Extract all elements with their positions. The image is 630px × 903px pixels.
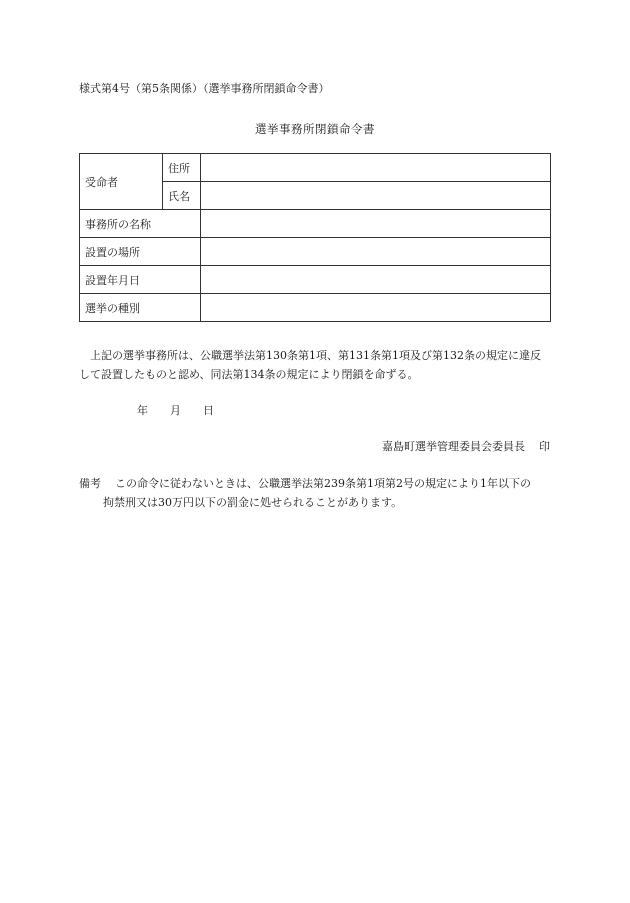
location-value <box>201 238 551 266</box>
table-row <box>80 154 551 182</box>
established-date-value <box>201 266 551 294</box>
signer-name: 嘉島町選挙管理委員会委員長 <box>382 440 525 453</box>
remarks-label: 備考 <box>79 477 101 490</box>
election-type-value <box>201 294 551 322</box>
location-label: 設置の場所 <box>80 238 201 266</box>
table-row <box>80 238 551 266</box>
address-value <box>201 154 551 182</box>
election-type-label: 選挙の種別 <box>80 294 201 322</box>
date-day: 日 <box>203 404 214 417</box>
order-form-table <box>79 153 551 322</box>
table-row <box>80 210 551 238</box>
document-title: 選挙事務所閉鎖命令書 <box>255 122 375 136</box>
order-body-line-1: 上記の選挙事務所は、公職選挙法第130条第1項、第131条第1項及び第132条の規定に違反 <box>90 349 541 362</box>
office-name-value <box>201 210 551 238</box>
date-year: 年 <box>137 404 148 417</box>
order-body <box>79 346 557 384</box>
signer-line <box>382 438 550 454</box>
name-value <box>201 182 551 210</box>
date-line <box>137 402 214 418</box>
table-row <box>80 294 551 322</box>
address-label: 住所 <box>163 154 201 182</box>
order-body-line-2: して設置したものと認め、同法第134条の規定により閉鎖を命ずる。 <box>79 368 419 381</box>
form-reference: 様式第4号（第5条関係）（選挙事務所閉鎖命令書） <box>79 82 330 95</box>
name-label: 氏名 <box>163 182 201 210</box>
remarks-line-2: 拘禁刑又は30万円以下の罰金に処せられることがあります。 <box>103 496 403 509</box>
remarks-line-1: この命令に従わないときは、公職選挙法第239条第1項第2号の規定により1年以下の <box>115 477 531 490</box>
recipient-label: 受命者 <box>80 154 163 210</box>
date-month: 月 <box>170 404 181 417</box>
office-name-label: 事務所の名称 <box>80 210 201 238</box>
established-date-label: 設置年月日 <box>80 266 201 294</box>
remarks <box>79 474 559 512</box>
seal-mark: 印 <box>539 440 550 453</box>
table-row <box>80 266 551 294</box>
